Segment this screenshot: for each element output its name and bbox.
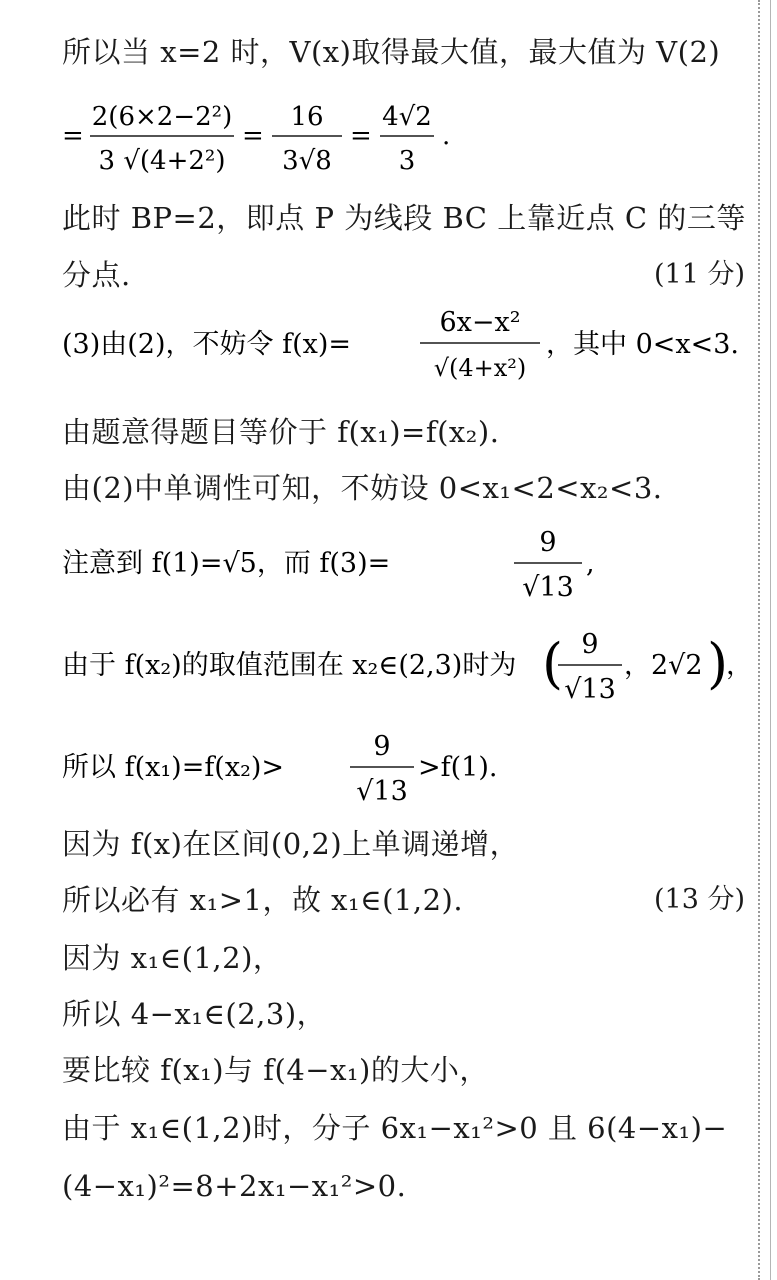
eq3-denominator: √13 [522,572,574,603]
score-mark-13: (13 分) [653,884,745,915]
text-line-8: 因为 x₁∈(1,2)， [62,941,283,975]
text-line-6: 因为 f(x)在区间(0,2)上单调递增， [62,827,520,861]
eq1-numerator-1: 2(6×2−2²) [91,102,233,132]
eq4-right-paren: ) [707,632,729,695]
equation-define-f [62,298,752,384]
equation-range-fx2 [62,622,752,708]
text-line-7: 所以必有 x₁>1，故 x₁∈(1,2). [62,883,464,917]
eq4-tail: ， [726,650,753,681]
eq2-denominator: √(4+x²) [433,354,527,382]
eq5-suffix: >f(1). [418,752,498,783]
equation-compare [62,724,622,810]
text-line-9: 所以 4−x₁∈(2,3)， [62,997,327,1031]
eq4-left-paren: ( [542,632,564,695]
text-line-2: 此时 BP=2，即点 P 为线段 BC 上靠近点 C 的三等 [62,201,746,235]
eq1-denominator-3: 3 [398,146,416,176]
eq4-prefix: 由于 f(x₂)的取值范围在 x₂∈(2,3)时为 [62,650,517,681]
eq5-numerator: 9 [373,731,391,762]
eq1-denominator-1: 3 √(4+2²) [98,146,226,176]
text-line-10: 要比较 f(x₁)与 f(4−x₁)的大小， [62,1053,489,1087]
text-line-11: 由于 x₁∈(1,2)时，分子 6x₁−x₁²>0 且 6(4−x₁)− [62,1111,728,1145]
eq2-numerator: 6x−x² [439,307,521,338]
eq3-numerator: 9 [539,527,557,558]
score-mark-11: (11 分) [653,259,745,290]
eq5-prefix: 所以 f(x₁)=f(x₂)> [62,752,285,783]
eq1-lead: = [62,121,84,151]
text-line-1: 所以当 x=2 时，V(x)取得最大值，最大值为 V(2) [62,35,721,69]
equation-f1-f3 [62,520,622,606]
text-line-4: 由题意得题目等价于 f(x₁)=f(x₂). [62,415,500,449]
eq1-equals-1: = [242,121,264,151]
margin-solid-rule [770,0,771,1280]
eq1-numerator-2: 16 [290,102,324,132]
margin-dotted-rule [758,0,760,1280]
text-line-3: 分点. [62,258,131,292]
eq4-numerator: 9 [581,629,599,660]
text-line-5: 由(2)中单调性可知，不妨设 0<x₁<2<x₂<3. [62,471,663,505]
eq1-denominator-2: 3√8 [282,146,332,176]
text-line-12: (4−x₁)²=8+2x₁−x₁²>0. [62,1169,407,1203]
eq3-prefix: 注意到 f(1)=√5，而 f(3)= [62,548,391,579]
eq5-denominator: √13 [356,776,408,807]
eq1-numerator-3: 4√2 [382,102,432,132]
eq1-period: . [442,121,451,151]
eq2-suffix: ，其中 0<x<3. [546,329,739,360]
eq1-equals-2: = [350,121,372,151]
eq2-prefix: (3)由(2)，不妨令 f(x)= [62,329,351,360]
eq4-upper: ，2√2 [624,650,703,681]
eq4-denominator: √13 [564,674,616,705]
eq3-suffix: , [586,548,595,579]
equation-max-value [62,92,482,178]
